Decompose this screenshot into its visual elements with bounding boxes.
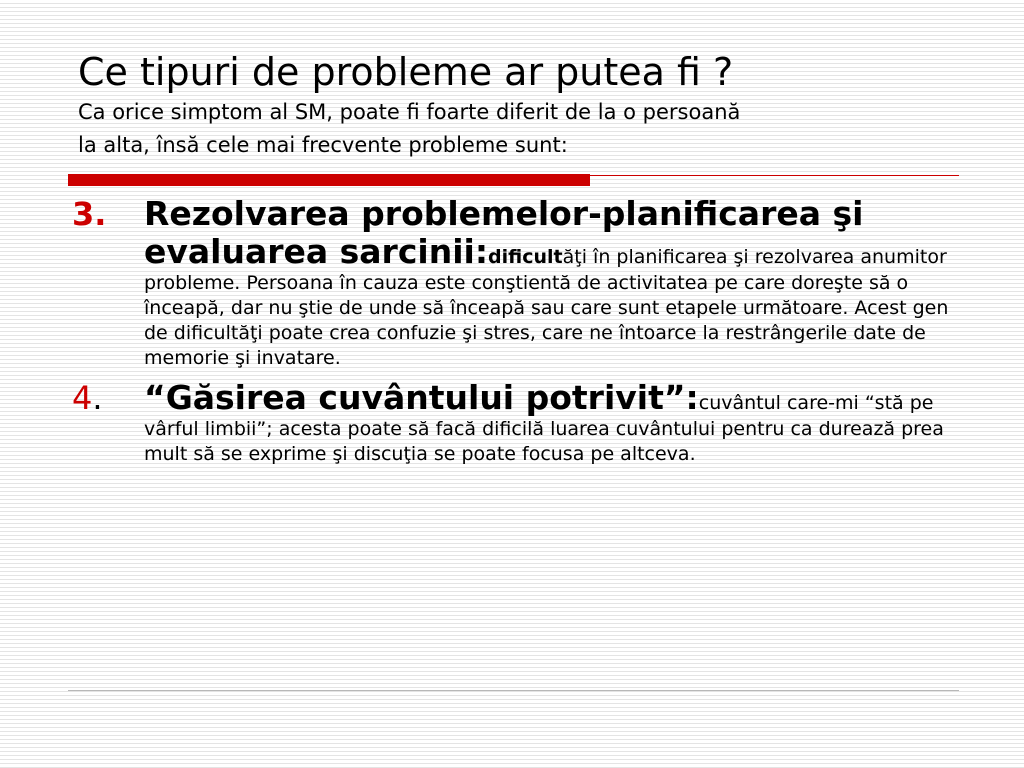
- list-item-text: [144, 195, 952, 371]
- list-item-title: Rezolvarea problemelor-planificarea şi evaluarea sarcinii:: [144, 194, 864, 271]
- list-item-body: ăţi în planificarea şi rezolvarea anumitor probleme. Persoana în cauza este conştientă de activitatea pe care doreşte să o înceapă, dar nu ştie de unde să înceapă sau care sunt etapele următoare. Acest gen de dificultăţi poate crea confuzie şi stres, care ne întoarce la restrângerile date de memorie şi invatare.: [144, 246, 949, 369]
- numbered-list: [72, 195, 952, 467]
- list-item-body: cuvântul care-mi “stă pe vârful limbii”; acesta poate să facă dificilă luarea cuvântului pentru ca durează prea mult să se exprime şi discuţia se poate focusa pe altceva.: [144, 392, 944, 465]
- list-item-3: [72, 195, 952, 371]
- title-block: [78, 50, 958, 162]
- list-item-text: [144, 379, 952, 467]
- list-item-4: [72, 379, 952, 467]
- slide-title: Ce tipuri de probleme ar putea fi ?: [78, 50, 734, 94]
- list-item-number: [72, 379, 103, 417]
- subtitle-line-1: Ca orice simptom al SM, poate fi foarte diferit de la o persoană: [78, 100, 741, 124]
- list-item-number-digit: 4: [72, 379, 93, 417]
- slide-subtitle: [78, 96, 958, 162]
- list-item-number: 3.: [72, 195, 107, 233]
- list-item-number-dot: .: [92, 379, 103, 417]
- footer-divider: [68, 690, 959, 691]
- title-divider-line: [590, 175, 959, 176]
- list-item-title: “Găsirea cuvântului potrivit”:: [144, 378, 699, 417]
- subtitle-line-2: la alta, însă cele mai frecvente probleme sunt:: [78, 133, 568, 157]
- title-divider-bar: [68, 174, 590, 186]
- list-item-lead: dificult: [488, 246, 563, 268]
- title-divider: [68, 174, 959, 186]
